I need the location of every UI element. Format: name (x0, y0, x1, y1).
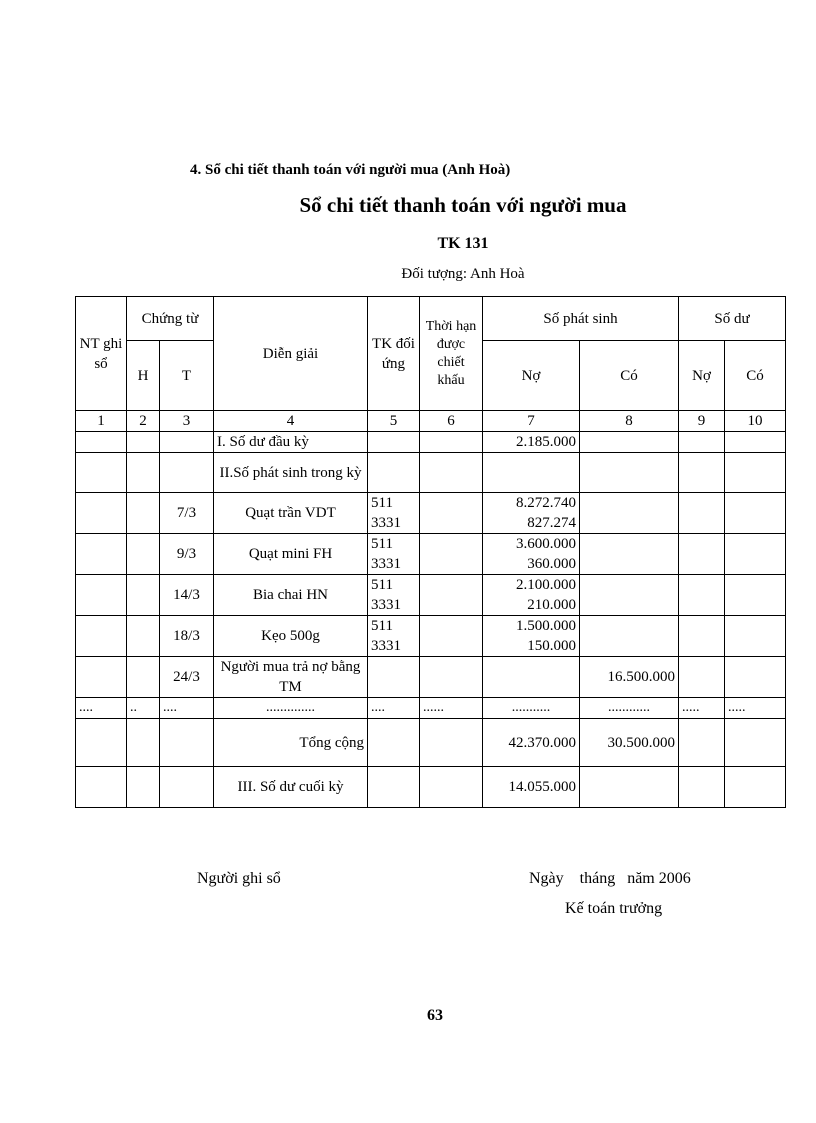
entry-desc: Quạt mini FH (214, 534, 368, 575)
entry-date: 7/3 (160, 493, 214, 534)
entry-debit: 1.500.000 (516, 618, 576, 634)
entry-date: 14/3 (160, 575, 214, 616)
opening-desc: I. Số dư đầu kỳ (214, 432, 368, 453)
header-co-balance: Có (725, 341, 786, 411)
dots: .... (76, 698, 127, 719)
entry-desc: Quạt trần VDT (214, 493, 368, 534)
total-label: Tổng cộng (214, 719, 368, 767)
col-number: 3 (160, 411, 214, 432)
col-number: 8 (580, 411, 679, 432)
entry-debit-vat: 150.000 (527, 638, 576, 654)
entry-desc: Bia chai HN (214, 575, 368, 616)
account-code: TK 131 (437, 235, 489, 252)
payment-desc: Người mua trả nợ bằng TM (214, 657, 368, 698)
page-number: 63 (427, 1007, 443, 1024)
signature-date: Ngày tháng năm 2006 (529, 870, 691, 887)
total-row (76, 719, 786, 767)
header-co: Có (580, 341, 679, 411)
header-tk-doi-ung: TK đối ứng (368, 297, 420, 411)
entry-desc: Kẹo 500g (214, 616, 368, 657)
header-so-phat-sinh: Số phát sinh (483, 297, 679, 341)
section2-desc: II.Số phát sinh trong kỳ (214, 453, 368, 493)
dots: ............ (580, 698, 679, 719)
closing-debit: 14.055.000 (483, 767, 580, 808)
dots: ..... (679, 698, 725, 719)
header-so-du: Số dư (679, 297, 786, 341)
dots: ..... (725, 698, 786, 719)
section-row (76, 453, 786, 493)
header-nt: NT ghi sổ (76, 297, 127, 411)
entry-account-vat: 3331 (371, 515, 401, 531)
header-chung-tu: Chứng từ (127, 297, 214, 341)
payment-credit: 16.500.000 (580, 657, 679, 698)
col-number: 1 (76, 411, 127, 432)
entry-account: 511 (371, 495, 393, 511)
entry-date: 18/3 (160, 616, 214, 657)
total-debit: 42.370.000 (483, 719, 580, 767)
signature-chief-accountant: Kế toán trưởng (565, 900, 663, 917)
closing-balance-row (76, 767, 786, 808)
ellipsis-row (76, 698, 786, 719)
entry-account-vat: 3331 (371, 597, 401, 613)
dots: .... (160, 698, 214, 719)
entry-account-vat: 3331 (371, 638, 401, 654)
dots: .. (127, 698, 160, 719)
entry-row (76, 575, 786, 616)
dots: ........... (483, 698, 580, 719)
payment-date: 24/3 (160, 657, 214, 698)
header-dien-giai: Diễn giải (214, 297, 368, 411)
dots: .............. (214, 698, 368, 719)
entry-account: 511 (371, 618, 393, 634)
header-thoi-han: Thời hạn được chiết khấu (420, 297, 483, 411)
col-number: 2 (127, 411, 160, 432)
header-t: T (160, 341, 214, 411)
col-number: 4 (214, 411, 368, 432)
entry-debit: 3.600.000 (516, 536, 576, 552)
entry-debit-vat: 210.000 (527, 597, 576, 613)
opening-balance-row (76, 432, 786, 453)
header-no: Nợ (483, 341, 580, 411)
signature-recorder: Người ghi sổ (197, 870, 281, 887)
entry-row (76, 616, 786, 657)
entry-row (76, 493, 786, 534)
opening-debit: 2.185.000 (483, 432, 580, 453)
entry-debit: 8.272.740 (516, 495, 576, 511)
payment-row (76, 657, 786, 698)
col-number: 5 (368, 411, 420, 432)
entry-debit: 2.100.000 (516, 577, 576, 593)
entry-account-vat: 3331 (371, 556, 401, 572)
col-number: 9 (679, 411, 725, 432)
ledger-table (75, 296, 786, 808)
total-credit: 30.500.000 (580, 719, 679, 767)
closing-desc: III. Số dư cuối kỳ (214, 767, 368, 808)
dots: ...... (420, 698, 483, 719)
entry-debit-vat: 827.274 (527, 515, 576, 531)
header-h: H (127, 341, 160, 411)
subject-line: Đối tượng: Anh Hoà (401, 266, 525, 282)
col-number: 10 (725, 411, 786, 432)
col-number: 6 (420, 411, 483, 432)
dots: .... (368, 698, 420, 719)
entry-account: 511 (371, 536, 393, 552)
header-row-1 (76, 297, 786, 341)
document-title: Sổ chi tiết thanh toán với người mua (299, 193, 627, 217)
header-no-balance: Nợ (679, 341, 725, 411)
entry-row (76, 534, 786, 575)
entry-date: 9/3 (160, 534, 214, 575)
entry-debit-vat: 360.000 (527, 556, 576, 572)
section-heading: 4. Sổ chi tiết thanh toán với người mua (Anh Hoà) (190, 162, 511, 178)
column-number-row (76, 411, 786, 432)
entry-account: 511 (371, 577, 393, 593)
col-number: 7 (483, 411, 580, 432)
